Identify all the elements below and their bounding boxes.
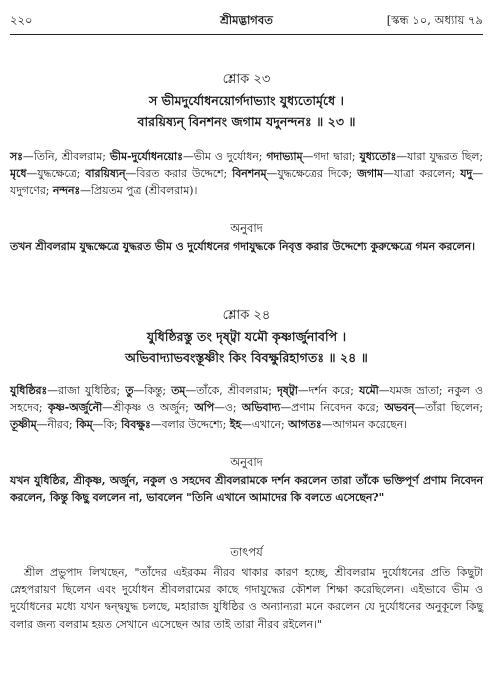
chapter-reference: [স্কন্ধ ১০, অধ্যায় ৭৯ <box>386 13 483 27</box>
synonym-meaning: —কিন্তু; <box>133 384 172 397</box>
purport-heading: তাৎপর্য <box>230 545 263 559</box>
verse-24-line-2: অভিবাদ্যাভবংস্তূষ্ণীং কিং বিবক্ষুরিহাগতঃ ॥ ২৪ ॥ <box>125 350 368 365</box>
page-number: ২২০ <box>10 13 33 27</box>
verse-23-translation-heading: অনুবাদ <box>230 221 263 235</box>
synonym-word: অভবন্ <box>384 401 415 415</box>
synonym-meaning: —তাঁকে, শ্রীবলরাম; <box>185 384 278 397</box>
synonym-word: জগাম <box>357 167 384 181</box>
synonym-meaning: —যুদ্ধক্ষেত্রে; <box>26 167 86 181</box>
synonym-meaning: —কি; <box>92 418 122 432</box>
synonym-meaning: —শ্রীকৃষ্ণ ও অর্জুন; <box>102 401 195 415</box>
synonym-meaning: —বিরত করার উদ্দেশে; <box>125 167 233 181</box>
verse-24-translation: যখন যুধিষ্ঠির, শ্রীকৃষ্ণ, অর্জুন, নকুল ও সহদেব শ্রীবলরামকে দর্শন করলেন তারা তাঁকে ভক্তিপূর্ণ প্রণাম নিবেদন করলেন, কিন্তু কিছু বললেন না, ভাবলেন "তিনি এখানে আমাদের কি বলতে এসেছেন?" <box>10 474 483 505</box>
synonym-meaning: —যারা যুদ্ধরত ছিল; <box>396 150 483 163</box>
verse-24-heading: শ্লোক ২৪ <box>222 308 271 323</box>
synonym-word: কৃষ্ণ-অর্জুনৌ <box>47 401 103 415</box>
synonym-meaning: —যমজ ভ্রাতা; নকুল ও সহদেব; <box>10 384 483 415</box>
verse-24-synonyms <box>10 382 483 434</box>
synonym-word: যুধিষ্ঠিরঃ <box>10 384 48 397</box>
synonym-meaning: —নীরব; <box>36 418 76 432</box>
synonym-meaning: —এখানে; <box>241 418 289 432</box>
verse-24-text <box>10 326 483 368</box>
synonym-word: বিবক্ষুঃ <box>121 418 151 432</box>
verse-23-text <box>10 90 483 132</box>
synonym-word: তু <box>125 384 134 397</box>
purport-text: শ্রীল প্রভুপাদ লিখছেন, "তাঁদের এইরকম নীরব থাকার কারণ হচ্ছে, শ্রীবলরাম দুর্যোধনের প্রতি কিছুটা স্নেহপরায়ণ ছিলেন এবং দুর্যোধন শ্রীবলরামের কাছে গদাযুদ্ধের কৌশল শিক্ষা করেছিলেন। এইভাবে ভীম ও দুর্যোধনের মধ্যে যখন দ্বন্দ্বযুদ্ধ চলছে, মহারাজ যুধিষ্ঠির ও অন্যান্যরা মনে করলেন যে দুর্যোধনের অনুকূলে কিছু বলার জন্য বলরাম হয়ত সেখানে এসেছেন আর তাই তারা নীরব রইলেন।" <box>10 566 483 631</box>
synonym-word: কিম্ <box>75 418 93 432</box>
verse-24-line-1: যুধিষ্ঠিরস্তু তং দৃষ্ট্বা যমৌ কৃষ্ণার্জুনাবপি । <box>146 329 347 344</box>
synonym-meaning: —যুদ্ধক্ষেত্রের দিকে; <box>266 167 358 181</box>
synonym-meaning: —যাত্রা করলেন; <box>383 167 461 181</box>
synonym-meaning: —দর্শন করে; <box>297 384 360 397</box>
synonym-meaning: —ভীম ও দুর্যোধন; <box>182 150 267 163</box>
synonym-word: নন্দনঃ <box>52 184 81 198</box>
synonym-meaning: —গদা দ্বারা; <box>302 150 360 163</box>
synonym-word: মৃধে <box>10 167 27 181</box>
synonym-meaning: —বলার উদ্দেশ্যে; <box>150 418 230 432</box>
synonym-word: আগতঃ <box>288 418 322 432</box>
synonym-meaning: —আগমন করেছেন। <box>321 418 408 432</box>
synonym-meaning: —প্রণাম নিবেদন করে; <box>280 401 385 415</box>
synonym-word: বিনশনম্ <box>232 167 267 181</box>
synonym-meaning: —তিনি, শ্রীবলরাম; <box>22 150 110 163</box>
header-divider <box>10 34 483 35</box>
synonym-word: অভিবাদ্য <box>241 401 281 415</box>
synonym-word: যদু <box>460 167 473 181</box>
verse-23-heading: শ্লোক ২৩ <box>222 72 271 87</box>
verse-23-line-2: বারয়িষ্যন্ বিনশনং জগাম যদুনন্দনঃ ॥ ২৩ ॥ <box>137 114 356 129</box>
synonym-meaning: —প্রিয়তম পুত্র (শ্রীবলরাম)। <box>80 184 198 198</box>
synonym-word: ভীম-দুর্যোধনয়োঃ <box>109 150 183 163</box>
synonym-meaning: —রাজা যুধিষ্ঠির; <box>47 384 126 397</box>
synonym-word: ইহ <box>229 418 242 432</box>
synonym-word: গদাভ্যাম্ <box>266 150 303 163</box>
synonym-meaning: —যদুগণের; <box>10 167 483 198</box>
synonym-meaning: —ও; <box>214 401 242 415</box>
synonym-word: বারয়িষ্যন্ <box>85 167 126 181</box>
page-header <box>10 12 483 30</box>
synonym-word: অপি <box>194 401 215 415</box>
synonym-word: তূষ্ণীম্ <box>10 418 37 432</box>
synonym-word: দৃষ্ট্বা <box>277 384 298 397</box>
verse-23-line-1: স ভীমদুর্যোধনয়োর্গদাভ্যাং যুধ্যতোর্মৃধে । <box>148 93 345 108</box>
synonym-word: যুধ্যতোঃ <box>359 150 397 163</box>
synonym-word: সঃ <box>10 150 23 163</box>
synonym-word: যমৌ <box>359 384 379 397</box>
synonym-word: তম্ <box>171 384 186 397</box>
verse-23-synonyms <box>10 148 483 200</box>
book-title: শ্রীমদ্ভাগবত <box>220 13 273 27</box>
verse-23-translation: তখন শ্রীবলরাম যুদ্ধক্ষেত্রে যুদ্ধরত ভীম ও দুর্যোধনের গদাযুদ্ধকে নিবৃত্ত করার উদ্দেশ্যে কুরুক্ষেত্রে গমন করলেন। <box>10 240 475 253</box>
verse-24-translation-heading: অনুবাদ <box>230 455 263 469</box>
synonym-meaning: —তাঁরা ছিলেন; <box>414 401 483 415</box>
